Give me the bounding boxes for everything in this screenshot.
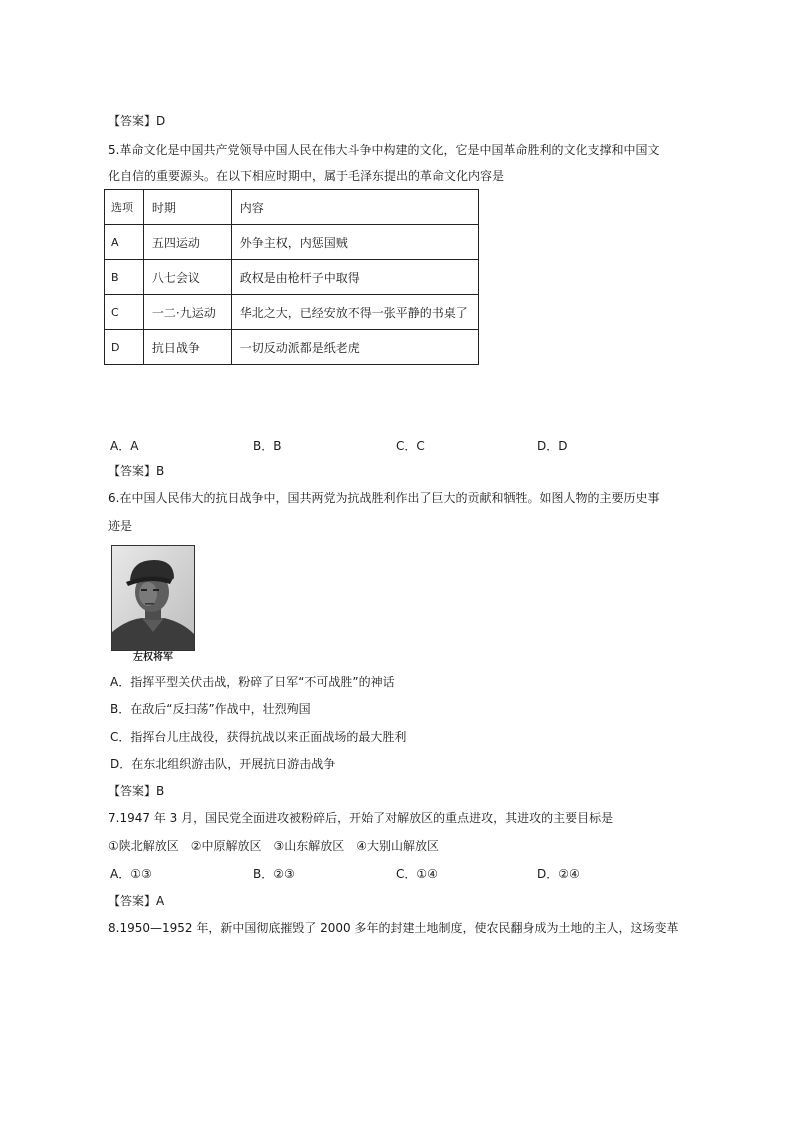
table-cell-option: C: [105, 295, 144, 330]
q6-option-c: C．指挥台儿庄战役，获得抗战以来正面战场的最大胜利: [110, 730, 407, 744]
q5-stem-line-2: 化自信的重要源头。在以下相应时期中，属于毛泽东提出的革命文化内容是: [108, 169, 505, 183]
q5-stem-line-1: 5.革命文化是中国共产党领导中国人民在伟大斗争中构建的文化，它是中国革命胜利的文化支撑和中国文: [108, 143, 660, 157]
table-header-row: [105, 190, 479, 225]
q5-option-d: D．D: [537, 439, 568, 453]
table-cell-period: 一二·九运动: [143, 295, 231, 330]
table-cell-period: 抗日战争: [143, 330, 231, 365]
table-header-period: 时期: [143, 190, 231, 225]
q5-table: [104, 189, 479, 365]
q6-option-d: D．在东北组织游击队，开展抗日游击战争: [110, 757, 336, 771]
q7-option-c: C．①④: [396, 867, 438, 881]
q5-option-b: B．B: [253, 439, 282, 453]
table-cell-content: 华北之大，已经安放不得一张平静的书桌了: [231, 295, 478, 330]
table-cell-content: 外争主权，内惩国贼: [231, 225, 478, 260]
q6-stem-line-1: 6.在中国人民伟大的抗日战争中，国共两党为抗战胜利作出了巨大的贡献和牺牲。如图人物的主要历史事: [108, 491, 660, 505]
table-cell-option: B: [105, 260, 144, 295]
portrait-illustration: [112, 546, 194, 650]
portrait-caption: 左权将军: [133, 652, 173, 663]
table-row: [105, 295, 479, 330]
q7-option-d: D．②④: [537, 867, 580, 881]
q7-options: [110, 866, 630, 882]
table-cell-period: 五四运动: [143, 225, 231, 260]
q5-options: [110, 438, 630, 454]
q8-stem: 8.1950—1952 年，新中国彻底摧毁了 2000 多年的封建土地制度，使农民翻身成为土地的主人，这场变革: [108, 921, 679, 935]
q7-stem: 7.1947 年 3 月，国民党全面进攻被粉碎后，开始了对解放区的重点进攻，其进攻的主要目标是: [108, 811, 614, 825]
table-cell-content: 一切反动派都是纸老虎: [231, 330, 478, 365]
q7-option-a: A．①③: [110, 867, 152, 881]
q6-option-b: B．在敌后“反扫荡”作战中，壮烈殉国: [110, 702, 311, 716]
table-cell-content: 政权是由枪杆子中取得: [231, 260, 478, 295]
q7-option-b: B．②③: [253, 867, 295, 881]
q5-option-c: C．C: [396, 439, 425, 453]
table-cell-option: A: [105, 225, 144, 260]
q6-answer: 【答案】B: [108, 784, 165, 798]
table-row: [105, 260, 479, 295]
table-header-option: 选项: [105, 190, 144, 225]
q7-items: ①陕北解放区 ②中原解放区 ③山东解放区 ④大别山解放区: [108, 839, 440, 853]
q6-stem-line-2: 迹是: [108, 519, 133, 533]
q5-answer: 【答案】B: [108, 464, 165, 478]
q6-option-a: A．指挥平型关伏击战，粉碎了日军“不可战胜”的神话: [110, 675, 395, 689]
q7-answer: 【答案】A: [108, 894, 165, 908]
table-cell-period: 八七会议: [143, 260, 231, 295]
table-cell-option: D: [105, 330, 144, 365]
table-row: [105, 330, 479, 365]
portrait-photo: [111, 545, 195, 651]
table-header-content: 内容: [231, 190, 478, 225]
q5-option-a: A．A: [110, 439, 139, 453]
q4-answer: 【答案】D: [108, 114, 166, 128]
table-row: [105, 225, 479, 260]
